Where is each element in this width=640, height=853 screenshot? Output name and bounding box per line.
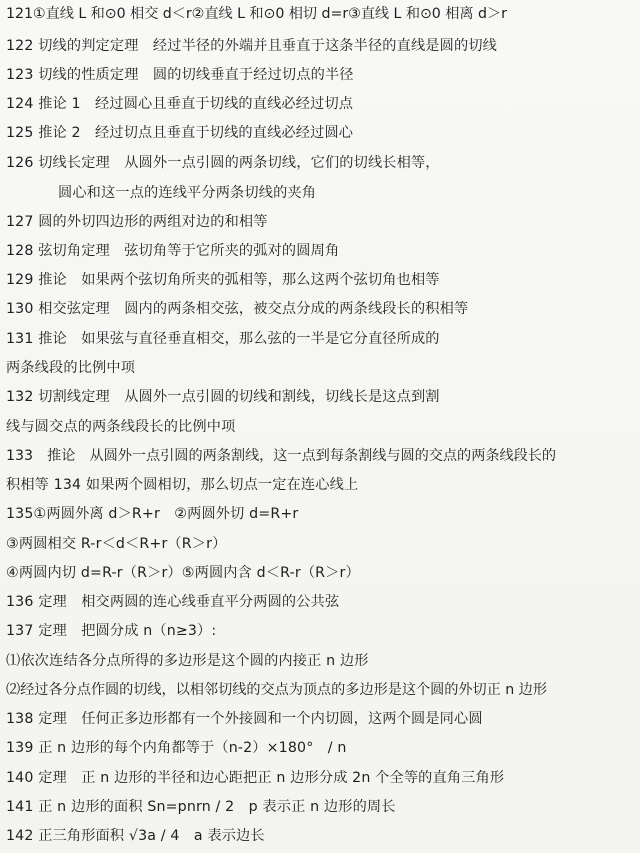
line-125: 125 推论 2 经过切点且垂直于切线的直线必经过圆心 [6, 125, 354, 141]
line-131: 131 推论 如果弦与直径垂直相交，那么弦的一半是它分直径所成的 [6, 331, 440, 347]
line-122: 122 切线的判定定理 经过半径的外端并且垂直于这条半径的直线是圆的切线 [6, 38, 497, 54]
line-137: 137 定理 把圆分成 n（n≥3）: [6, 623, 217, 639]
line-140: 140 定理 正 n 边形的半径和边心距把正 n 边形分成 2n 个全等的直角三角形 [6, 770, 505, 786]
line-121: 121①直线 L 和⊙0 相交 d＜r②直线 L 和⊙0 相切 d=r③直线 L 和⊙0 相离 d＞r [6, 6, 507, 22]
line-135-four-five: ④两圆内切 d=R-r（R＞r）⑤两圆内含 d＜R-r（R＞r） [6, 565, 360, 581]
line-127: 127 圆的外切四边形的两组对边的和相等 [6, 214, 268, 230]
line-139: 139 正 n 边形的每个内角都等于（n-2）×180° / n [6, 740, 347, 756]
line-137-one: ⑴依次连结各分点所得的多边形是这个圆的内接正 n 边形 [6, 653, 369, 669]
line-132: 132 切割线定理 从圆外一点引圆的切线和割线，切线长是这点到割 [6, 389, 440, 405]
line-123: 123 切线的性质定理 圆的切线垂直于经过切点的半径 [6, 67, 354, 83]
line-130: 130 相交弦定理 圆内的两条相交弦，被交点分成的两条线段长的积相等 [6, 301, 469, 317]
line-131-continued: 两条线段的比例中项 [6, 360, 136, 376]
line-128: 128 弦切角定理 弦切角等于它所夹的弧对的圆周角 [6, 243, 340, 259]
line-138: 138 定理 任何正多边形都有一个外接圆和一个内切圆，这两个圆是同心圆 [6, 711, 483, 727]
line-135: 135①两圆外离 d＞R+r ②两圆外切 d=R+r [6, 506, 299, 522]
line-133: 133 推论 从圆外一点引圆的两条割线，这一点到每条割线与圆的交点的两条线段长的 [6, 448, 557, 464]
line-124: 124 推论 1 经过圆心且垂直于切线的直线必经过切点 [6, 96, 354, 112]
line-137-two: ⑵经过各分点作圆的切线，以相邻切线的交点为顶点的多边形是这个圆的外切正 n 边形 [6, 682, 547, 698]
line-129: 129 推论 如果两个弦切角所夹的弧相等，那么这两个弦切角也相等 [6, 272, 440, 288]
line-133-continued: 积相等 134 如果两个圆相切，那么切点一定在连心线上 [6, 477, 359, 493]
line-126-continued: 圆心和这一点的连线平分两条切线的夹角 [58, 185, 317, 201]
line-136: 136 定理 相交两圆的连心线垂直平分两圆的公共弦 [6, 594, 340, 610]
line-141: 141 正 n 边形的面积 Sn=pnrn / 2 p 表示正 n 边形的周长 [6, 799, 396, 815]
line-126: 126 切线长定理 从圆外一点引圆的两条切线，它们的切线长相等， [6, 155, 440, 171]
line-142: 142 正三角形面积 √3a / 4 a 表示边长 [6, 828, 265, 844]
line-132-continued: 线与圆交点的两条线段长的比例中项 [6, 419, 236, 435]
line-135-three: ③两圆相交 R-r＜d＜R+r（R＞r） [6, 536, 227, 552]
